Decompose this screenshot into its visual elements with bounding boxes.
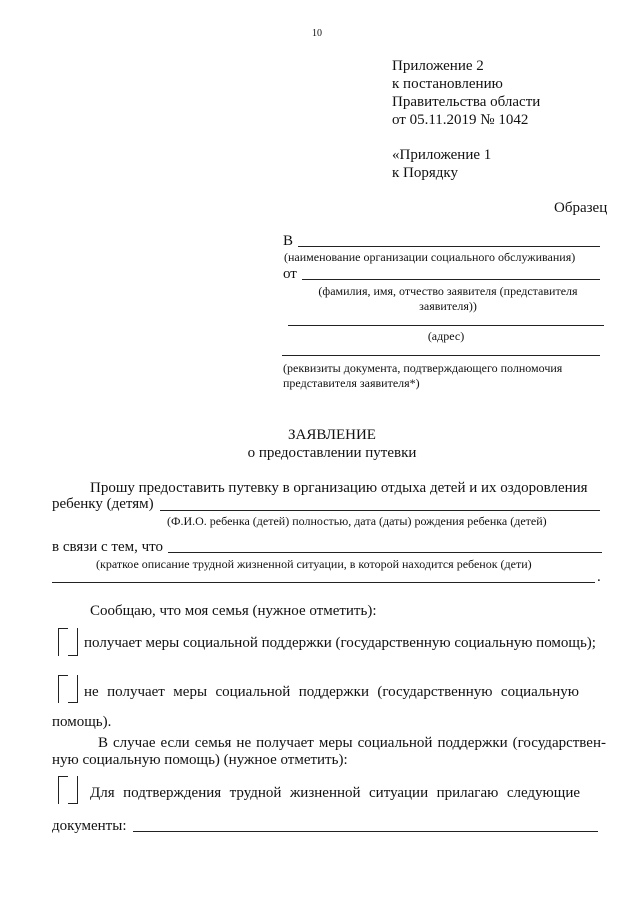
- document-title: ЗАЯВЛЕНИЕ: [288, 427, 376, 443]
- document-subtitle: о предоставлении путевки: [247, 445, 417, 461]
- appendix-line-4: от 05.11.2019 № 1042: [392, 112, 529, 128]
- reason-line[interactable]: [168, 552, 602, 553]
- rekv-caption-1: (реквизиты документа, подтверждающего полномочия: [283, 361, 563, 375]
- from-prefix: от: [283, 266, 297, 282]
- reason-caption: (краткое описание трудной жизненной ситуации, в которой находится ребенок (дети): [96, 557, 532, 571]
- document-details-line[interactable]: [282, 355, 600, 356]
- appendix-line-2: к постановлению: [392, 76, 503, 92]
- reason-end: .: [597, 569, 601, 585]
- fio-caption-1: (фамилия, имя, отчество заявителя (представителя: [318, 284, 578, 298]
- confirm-line-1: Для подтверждения трудной жизненной ситуации прилагаю следующие: [90, 785, 580, 801]
- option-receives: получает меры социальной поддержки (государственную социальную помощь);: [84, 635, 596, 651]
- checkbox-receives[interactable]: [58, 628, 78, 656]
- address-line[interactable]: [288, 325, 604, 326]
- option-not-receives-1: не получает меры социальной поддержки (государственную социальную: [84, 684, 579, 700]
- documents-prefix: документы:: [52, 818, 127, 834]
- if-not-line-2: ную социальную помощь) (нужное отметить):: [52, 752, 348, 768]
- family-intro: Сообщаю, что моя семья (нужное отметить):: [90, 603, 377, 619]
- request-line-1: Прошу предоставить путевку в организацию отдыха детей и их оздоровления: [90, 480, 588, 496]
- appendix-line-1: Приложение 2: [392, 58, 484, 74]
- page-number: 10: [312, 28, 322, 39]
- request-line-2-prefix: ребенку (детям): [52, 496, 154, 512]
- child-info-line[interactable]: [160, 510, 600, 511]
- applicant-fio-line[interactable]: [302, 279, 600, 280]
- reason-prefix: в связи с тем, что: [52, 539, 163, 555]
- checkbox-confirm[interactable]: [58, 776, 78, 804]
- to-prefix: В: [283, 233, 294, 249]
- if-not-line-1: В случае если семья не получает меры социальной поддержки (государствен-: [98, 735, 606, 751]
- org-caption: (наименование организации социального обслуживания): [284, 250, 576, 264]
- option-not-receives-2: помощь).: [52, 714, 112, 730]
- child-caption: (Ф.И.О. ребенка (детей) полностью, дата (даты) рождения ребенка (детей): [167, 514, 547, 528]
- appendix-line-3: Правительства области: [392, 94, 541, 110]
- reason-continuation-line[interactable]: [52, 582, 595, 583]
- appendix-line-6: к Порядку: [392, 165, 458, 181]
- org-name-line[interactable]: [298, 246, 600, 247]
- checkbox-not-receives[interactable]: [58, 675, 78, 703]
- sample-label: Образец: [554, 200, 608, 216]
- appendix-line-5: «Приложение 1: [392, 147, 492, 163]
- documents-line[interactable]: [133, 831, 598, 832]
- fio-caption-2: заявителя)): [419, 299, 477, 313]
- rekv-caption-2: представителя заявителя*): [283, 376, 420, 390]
- address-caption: (адрес): [427, 329, 465, 343]
